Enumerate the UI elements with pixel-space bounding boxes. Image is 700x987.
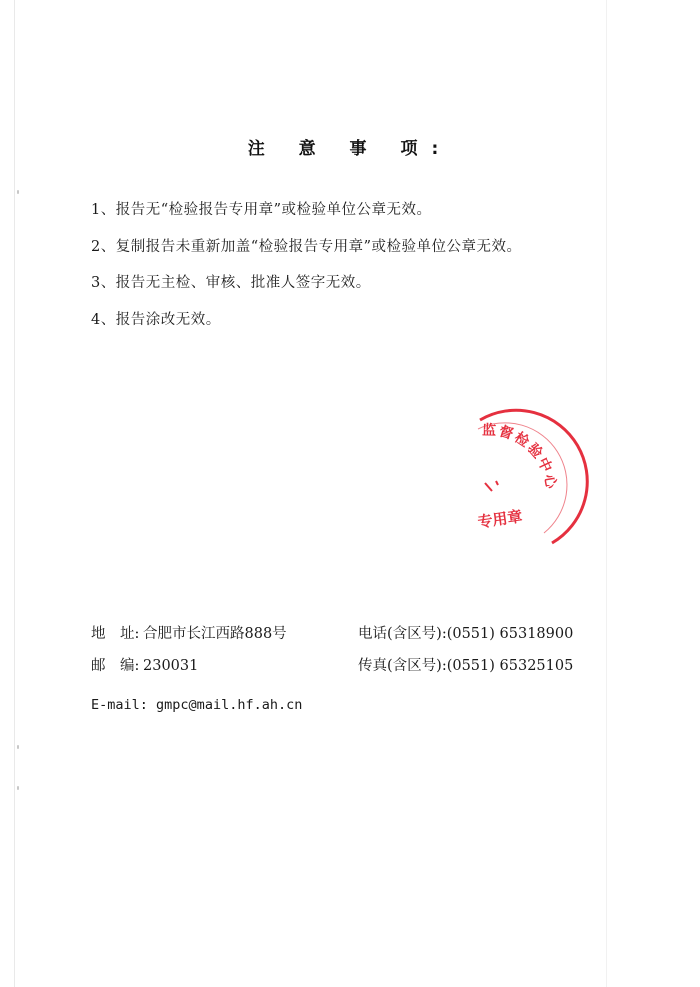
official-seal: [440, 405, 590, 555]
phone-label: 电话(含区号):: [358, 626, 447, 642]
page-title: 注 意 事 项:: [247, 139, 453, 159]
note-item: 1、报告无“检验报告专用章”或检验单位公章无效。: [91, 202, 432, 218]
email-line: [91, 697, 302, 713]
note-item: 4、报告涂改无效。: [91, 311, 221, 328]
fax-label: 传真(含区号):: [358, 658, 447, 674]
note-item: 3、报告无主检、审核、批准人签字无效。: [91, 275, 371, 291]
seal-ring-text: 监督检验中心: [481, 422, 559, 492]
postcode-line: [91, 656, 198, 676]
phone-value: (0551) 65318900: [446, 626, 574, 642]
postcode-value: 230031: [143, 658, 199, 674]
fax-line: [358, 656, 573, 676]
seal-mark: [485, 481, 498, 491]
note-item: 2、复制报告未重新加盖“检验报告专用章”或检验单位公章无效。: [91, 238, 522, 255]
seal-bottom-text: 专用章: [476, 507, 524, 532]
scan-speck: [17, 190, 19, 194]
notes-list: [91, 200, 522, 346]
fax-value: (0551) 65325105: [446, 658, 574, 674]
scan-speck: [17, 786, 19, 790]
phone-line: [358, 624, 573, 644]
address-label: 地 址:: [91, 626, 140, 642]
address-line: [91, 624, 287, 644]
address-value: 合肥市长江西路888号: [143, 626, 287, 642]
email-value: gmpc@mail.hf.ah.cn: [156, 697, 303, 713]
postcode-label: 邮 编:: [91, 658, 140, 674]
email-label: E-mail:: [91, 697, 148, 713]
scan-speck: [17, 745, 19, 749]
